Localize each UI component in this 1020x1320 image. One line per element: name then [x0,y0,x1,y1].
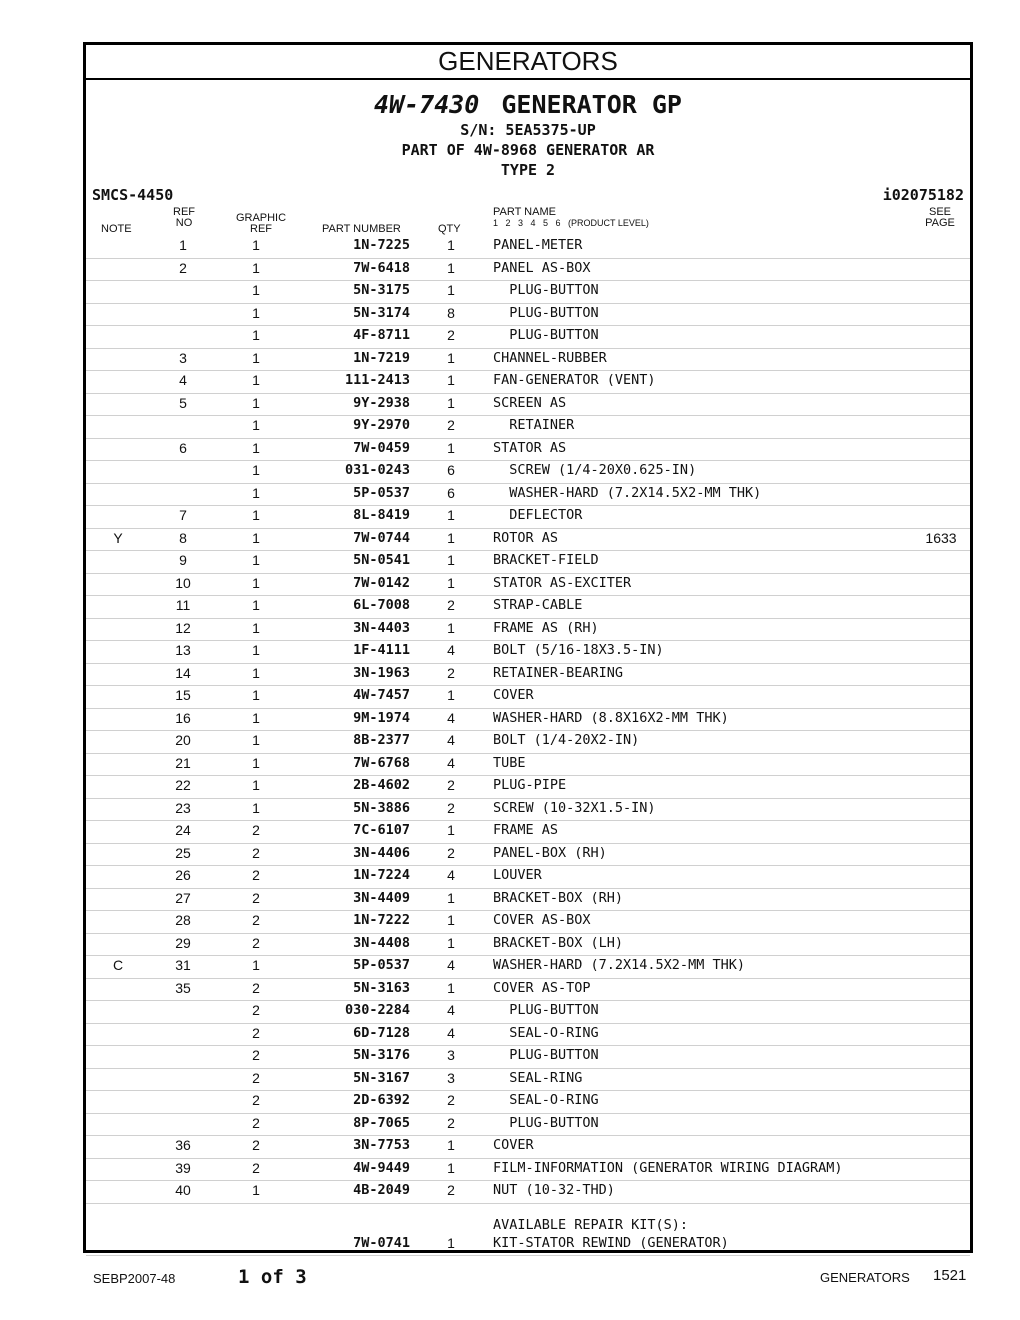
part-number-cell: 3N-4403 [353,619,410,636]
part-name-cell: PANEL-BOX (RH) [493,844,607,861]
part-number-cell: 9M-1974 [353,709,410,726]
graphic-ref-cell: 2 [252,1024,260,1041]
graphic-ref-cell: 2 [252,912,260,928]
qty-cell: 2 [447,1092,455,1108]
part-number-cell: 6D-7128 [353,1024,410,1041]
qty-cell: 1 [447,282,455,298]
part-number-cell: 7W-6418 [353,259,410,276]
graphic-ref-cell: 2 [252,1047,260,1063]
serial-number: S/N: 5EA5375-UP [460,121,596,139]
part-name-cell: NUT (10-32-THD) [493,1182,615,1198]
part-number-cell: 3N-4409 [353,889,410,906]
part-name-cell: SCREEN AS [493,394,567,411]
part-number-cell: 111-2413 [344,372,410,388]
graphic-ref-cell: 1 [252,282,260,298]
ref-no-cell: 40 [175,1182,191,1198]
part-name-cell: RETAINER [493,417,575,433]
qty-cell: 1 [447,349,455,366]
table-row [86,461,970,484]
table-row [86,979,970,1002]
part-number-cell: 4F-8711 [353,327,410,343]
part-of: PART OF 4W-8968 GENERATOR AR [401,141,655,159]
graphic-ref-cell: 1 [252,304,260,321]
ref-no-cell: 8 [179,529,187,546]
col-part-name-line1: PART NAME [493,206,556,218]
qty-cell: 1 [447,822,455,838]
table-row [86,799,970,822]
table-row [86,529,970,552]
ref-no-cell: 22 [175,777,191,793]
table-row [86,1091,970,1114]
part-name-cell: PLUG-BUTTON [493,1114,599,1131]
qty-cell: 1 [447,1137,455,1153]
graphic-ref-cell: 1 [252,439,260,456]
part-name-cell: PANEL AS-BOX [493,259,591,276]
table-row [86,866,970,889]
col-see-page [922,207,958,229]
part-name-cell: SEAL-O-RING [493,1024,599,1041]
part-number-cell: 3N-4406 [353,844,410,861]
qty-cell: 1 [447,889,455,906]
part-name-cell: SEAL-RING [493,1069,583,1086]
table-row [86,259,970,282]
graphic-ref-cell: 1 [252,394,260,411]
ref-no-cell: 4 [179,372,187,388]
table-row [86,844,970,867]
col-graphic-ref-line1: GRAPHIC [235,212,287,224]
type-label: TYPE 2 [500,161,556,179]
part-number-cell: 5N-3167 [353,1069,410,1086]
group-part-name: GENERATOR GP [501,90,682,119]
part-number-cell: 7W-0459 [353,439,410,456]
table-row [86,236,970,259]
repair-kit-qty: 1 [447,1234,455,1251]
illustration-id: i02075182 [882,186,964,204]
part-name-cell: SEAL-O-RING [493,1092,599,1108]
part-name-cell: PLUG-BUTTON [493,304,599,321]
ref-no-cell: 36 [175,1137,191,1153]
table-row [86,1181,970,1204]
part-number-cell: 1N-7222 [353,912,410,928]
part-number-cell: 4B-2049 [353,1182,410,1198]
qty-cell: 4 [447,957,455,973]
table-row [86,754,970,777]
part-name-cell: FAN-GENERATOR (VENT) [493,372,656,388]
see-page-cell: 1633 [925,529,957,546]
ref-no-cell: 6 [179,439,187,456]
part-number-cell: 2D-6392 [353,1092,410,1108]
qty-cell: 2 [447,327,455,343]
part-number-cell: 8P-7065 [353,1114,410,1131]
graphic-ref-cell: 2 [252,1002,260,1018]
ref-no-cell: 15 [175,687,191,703]
ref-no-cell: 23 [175,799,191,816]
part-number-cell: 5N-3174 [353,304,410,321]
table-row [86,439,970,462]
part-number-cell: 5P-0537 [353,484,410,501]
qty-cell: 1 [447,259,455,276]
table-row [86,1001,970,1024]
qty-cell: 2 [447,597,455,613]
part-name-cell: COVER [493,1137,534,1153]
part-name-cell: COVER AS-BOX [493,912,591,928]
qty-cell: 2 [447,799,455,816]
ref-no-cell: 3 [179,349,187,366]
part-name-cell: CHANNEL-RUBBER [493,349,607,366]
ref-no-cell: 14 [175,664,191,681]
part-number-cell: 4W-9449 [353,1159,410,1176]
part-number-cell: 8B-2377 [353,732,410,748]
ref-no-cell: 11 [175,597,191,613]
ref-no-cell: 7 [179,507,187,523]
part-name-cell: PLUG-BUTTON [493,1047,599,1063]
qty-cell: 1 [447,574,455,591]
part-name-cell: FRAME AS [493,822,559,838]
table-row [86,416,970,439]
part-number-cell: 1N-7225 [353,237,410,253]
part-name-cell: PLUG-BUTTON [493,282,599,298]
part-number-cell: 7C-6107 [353,822,410,838]
col-product-level: 1 2 3 4 5 6 (PRODUCT LEVEL) [493,218,649,228]
part-number-cell: 9Y-2938 [353,394,410,411]
table-row [86,484,970,507]
part-number-cell: 1N-7219 [353,349,410,366]
part-name-cell: BOLT (1/4-20X2-IN) [493,732,640,748]
ref-no-cell: 31 [175,957,191,973]
ref-no-cell: 24 [175,822,191,838]
part-number-cell: 4W-7457 [353,687,410,703]
graphic-ref-cell: 1 [252,1182,260,1198]
part-name-cell: PANEL-METER [493,237,583,253]
part-number-cell: 5N-3175 [353,282,410,298]
ref-no-cell: 16 [175,709,191,726]
graphic-ref-cell: 1 [252,484,260,501]
footer-page-of: 1 of 3 [238,1266,307,1288]
part-name-cell: BRACKET-BOX (LH) [493,934,624,951]
ref-no-cell: 26 [175,867,191,883]
qty-cell: 1 [447,912,455,928]
footer-doc-id: SEBP2007-48 [93,1271,176,1286]
table-row [86,1046,970,1069]
table-row [86,1159,970,1182]
table-row [86,664,970,687]
table-row [86,776,970,799]
qty-cell: 1 [447,507,455,523]
graphic-ref-cell: 1 [252,687,260,703]
part-name-cell: TUBE [493,754,526,771]
qty-cell: 2 [447,417,455,433]
table-row [86,326,970,349]
part-name-cell: DEFLECTOR [493,507,583,523]
graphic-ref-cell: 1 [252,574,260,591]
table-row [86,619,970,642]
section-title: GENERATORS [86,45,970,80]
group-header [86,80,970,180]
table-row [86,596,970,619]
qty-cell: 1 [447,552,455,568]
graphic-ref-cell: 1 [252,642,260,658]
graphic-ref-cell: 2 [252,979,260,996]
qty-cell: 1 [447,1159,455,1176]
part-number-cell: 6L-7008 [353,597,410,613]
graphic-ref-cell: 1 [252,237,260,253]
table-row [86,686,970,709]
part-name-cell: COVER AS-TOP [493,979,591,996]
group-title [86,90,970,120]
graphic-ref-cell: 1 [252,372,260,388]
qty-cell: 4 [447,642,455,658]
part-number-cell: 5N-0541 [353,552,410,568]
table-row [86,1024,970,1047]
graphic-ref-cell: 2 [252,822,260,838]
ref-no-cell: 1 [179,237,187,253]
ref-no-cell: 27 [175,889,191,906]
part-number-cell: 9Y-2970 [353,417,410,433]
qty-cell: 4 [447,1024,455,1041]
qty-cell: 1 [447,372,455,388]
footer-section: GENERATORS [820,1270,910,1285]
repair-kit-part-number: 7W-0741 [353,1234,410,1251]
graphic-ref-cell: 1 [252,507,260,523]
col-ref-no-line1: REF [173,206,195,218]
part-name-cell: WASHER-HARD (8.8X16X2-MM THK) [493,709,729,726]
ref-no-cell: 39 [175,1159,191,1176]
col-ref-no-line2: NO [175,217,193,229]
graphic-ref-cell: 1 [252,957,260,973]
col-qty: QTY [438,223,461,235]
qty-cell: 1 [447,687,455,703]
part-name-cell: WASHER-HARD (7.2X14.5X2-MM THK) [493,484,762,501]
part-number-cell: 3N-1963 [353,664,410,681]
graphic-ref-cell: 1 [252,709,260,726]
part-number-cell: 8L-8419 [353,507,410,523]
col-part-number: PART NUMBER [322,223,401,235]
table-row [86,574,970,597]
qty-cell: 1 [447,979,455,996]
table-row [86,934,970,957]
qty-cell: 4 [447,1002,455,1018]
qty-cell: 1 [447,394,455,411]
part-number-cell: 5N-3176 [353,1047,410,1063]
qty-cell: 2 [447,1182,455,1198]
part-name-cell: BRACKET-BOX (RH) [493,889,624,906]
qty-cell: 1 [447,934,455,951]
part-number-cell: 5N-3886 [353,799,410,816]
part-name-cell: PLUG-BUTTON [493,327,599,343]
ref-no-cell: 21 [175,754,191,771]
part-name-cell: STATOR AS [493,439,567,456]
col-see-page-line2: PAGE [925,217,955,229]
table-row [86,731,970,754]
table-row [86,394,970,417]
ref-no-cell: 25 [175,844,191,861]
table-row [86,821,970,844]
parts-table [86,236,970,1256]
part-number-cell: 7W-0744 [353,529,410,546]
col-see-page-line1: SEE [928,206,951,218]
table-spacer [86,1204,970,1216]
part-name-cell: SCREW (1/4-20X0.625-IN) [493,462,697,478]
ref-no-cell: 10 [175,574,191,591]
qty-cell: 3 [447,1069,455,1086]
ref-no-cell: 28 [175,912,191,928]
col-note: NOTE [101,223,132,235]
part-name-cell: RETAINER-BEARING [493,664,624,681]
ref-no-cell: 5 [179,394,187,411]
graphic-ref-cell: 1 [252,777,260,793]
graphic-ref-cell: 1 [252,732,260,748]
qty-cell: 2 [447,1114,455,1131]
ref-no-cell: 20 [175,732,191,748]
graphic-ref-cell: 2 [252,1159,260,1176]
group-part-number: 4W-7430 [374,90,480,119]
graphic-ref-cell: 2 [252,889,260,906]
table-row [86,889,970,912]
graphic-ref-cell: 1 [252,462,260,478]
table-row [86,281,970,304]
part-number-cell: 5N-3163 [353,979,410,996]
table-row [86,911,970,934]
table-row [86,641,970,664]
qty-cell: 3 [447,1047,455,1063]
part-name-cell: STRAP-CABLE [493,597,583,613]
qty-cell: 8 [447,304,455,321]
col-part-name [493,207,649,229]
qty-cell: 1 [447,237,455,253]
qty-cell: 1 [447,439,455,456]
table-row [86,371,970,394]
graphic-ref-cell: 2 [252,844,260,861]
graphic-ref-cell: 1 [252,349,260,366]
smcs-code: SMCS-4450 [92,186,174,204]
part-number-cell: 031-0243 [344,462,410,478]
ref-no-cell: 13 [175,642,191,658]
note-cell: Y [113,529,123,546]
qty-cell: 1 [447,619,455,636]
ref-no-cell: 9 [179,552,187,568]
part-number-cell: 1N-7224 [353,867,410,883]
table-row [86,1114,970,1137]
table-row [86,551,970,574]
qty-cell: 2 [447,844,455,861]
graphic-ref-cell: 2 [252,934,260,951]
part-name-cell: ROTOR AS [493,529,559,546]
graphic-ref-cell: 2 [252,1114,260,1131]
graphic-ref-cell: 1 [252,259,260,276]
table-row [86,1069,970,1092]
part-name-cell: PLUG-BUTTON [493,1002,599,1018]
repair-kit-label: AVAILABLE REPAIR KIT(S): [493,1216,689,1233]
qty-cell: 2 [447,777,455,793]
part-name-cell: LOUVER [493,867,542,883]
table-row [86,349,970,372]
part-number-cell: 2B-4602 [353,777,410,793]
col-ref-no [172,207,196,229]
footer-page-number: 1521 [933,1267,967,1284]
table-row [86,956,970,979]
graphic-ref-cell: 2 [252,1069,260,1086]
graphic-ref-cell: 1 [252,417,260,433]
note-cell: C [112,957,124,973]
table-row [86,506,970,529]
qty-cell: 4 [447,709,455,726]
ref-no-cell: 2 [179,259,187,276]
part-name-cell: FRAME AS (RH) [493,619,599,636]
part-number-cell: 5P-0537 [353,957,410,973]
table-row [86,1136,970,1159]
part-name-cell: COVER [493,687,534,703]
graphic-ref-cell: 1 [252,597,260,613]
graphic-ref-cell: 2 [252,1092,260,1108]
col-graphic-ref [232,213,290,235]
graphic-ref-cell: 1 [252,327,260,343]
part-number-cell: 030-2284 [344,1002,410,1018]
part-number-cell: 3N-4408 [353,934,410,951]
part-name-cell: PLUG-PIPE [493,777,567,793]
ref-no-cell: 12 [175,619,191,636]
qty-cell: 4 [447,867,455,883]
qty-cell: 4 [447,732,455,748]
ref-no-cell: 29 [175,934,191,951]
part-name-cell: BRACKET-FIELD [493,552,599,568]
graphic-ref-cell: 1 [252,529,260,546]
qty-cell: 4 [447,754,455,771]
repair-kit-row [86,1234,970,1257]
qty-cell: 2 [447,664,455,681]
table-row [86,304,970,327]
repair-kit-header [86,1216,970,1234]
part-name-cell: BOLT (5/16-18X3.5-IN) [493,642,664,658]
graphic-ref-cell: 1 [252,754,260,771]
graphic-ref-cell: 1 [252,799,260,816]
graphic-ref-cell: 1 [252,664,260,681]
repair-kit-name: KIT-STATOR REWIND (GENERATOR) [493,1234,729,1251]
part-name-cell: SCREW (10-32X1.5-IN) [493,799,656,816]
parts-list-frame [83,42,973,1253]
part-name-cell: FILM-INFORMATION (GENERATOR WIRING DIAGRAM) [493,1159,843,1176]
graphic-ref-cell: 1 [252,619,260,636]
qty-cell: 1 [447,529,455,546]
ref-no-cell: 35 [175,979,191,996]
graphic-ref-cell: 2 [252,1137,260,1153]
part-number-cell: 7W-0142 [353,574,410,591]
col-graphic-ref-line2: REF [250,223,272,235]
part-number-cell: 7W-6768 [353,754,410,771]
part-name-cell: WASHER-HARD (7.2X14.5X2-MM THK) [493,957,745,973]
part-number-cell: 1F-4111 [353,642,410,658]
qty-cell: 6 [447,484,455,501]
part-name-cell: STATOR AS-EXCITER [493,574,632,591]
table-row [86,709,970,732]
part-number-cell: 3N-7753 [353,1137,410,1153]
qty-cell: 6 [447,462,455,478]
graphic-ref-cell: 2 [252,867,260,883]
graphic-ref-cell: 1 [252,552,260,568]
